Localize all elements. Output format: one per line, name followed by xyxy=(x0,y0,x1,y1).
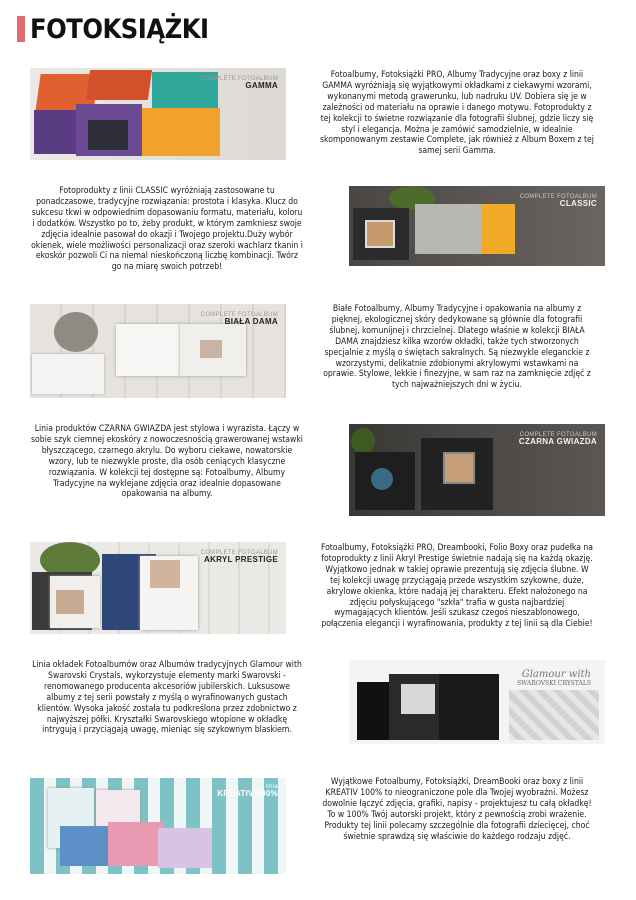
akryl-prestige-caption-small: COMPLETE FOTOALBUM xyxy=(200,550,278,556)
akryl-prestige-caption-title: AKRYL PRESTIGE xyxy=(204,555,278,565)
akryl-prestige-description: Fotoalbumy, Fotoksiążki PRO, Dreambooki, Folio Boxy oraz pudełka na fotoprodukty z linii Akryl Prestige świetnie nadają się na każdą okazję. Wyjątkowo jednak w takiej oprawie prezentują się zdjęcia ślubne. W tej kolekcji uwagę przyciągają przede wszystkim szykowne, duże, akrylowe okienka, które nadają jej charakteru. Efekt nałożonego na zdjęciu połyskującego "szkła" trafia w gusta najbardziej wymagających klientów. Jeśli szukasz czegoś nieszablonowego, połączenia elegancji i wyrafinowania, produkty z tej linii są dla Ciebie! xyxy=(320,543,594,630)
kreativ-caption-small: linia xyxy=(265,784,278,790)
gamma-product-image xyxy=(30,68,286,160)
swarovski-caption-script: Glamour with xyxy=(521,669,591,680)
classic-caption-small: COMPLETE FOTOALBUM xyxy=(519,194,597,200)
kreativ-description: Wyjątkowe Fotoalbumy, Fotoksiążki, DreamBooki oraz boxy z linii KREATIV 100% to nieograniczone pole dla Twojej wyobraźni. Możesz dowolnie łączyć zdjęcia, grafiki, napisy - projektujesz tu całą okładkę! To w 100% Twój autorski projekt, który z pewnością zrobi wrażenie. Produkty tej linii polecamy szczególnie dla fotografii dziecięcej, choć świetnie sprawdzą się właściwie do każdego rodzaju zdjęć. xyxy=(322,777,592,842)
classic-description: Fotoprodukty z linii CLASSIC wyróżniają zastosowane tu ponadczasowe, tradycyjne rozwiązania: prostota i klasyka. Klucz do sukcesu tkwi w odpowiednim dopasowaniu formatu, materiału, koloru i dodatków. Wszystko po to, żeby produkt, w którym zamkniesz swoje zdjęcia idealnie pasował do okazji i Twojego projektu.Duży wybór okienek, wiele możliwości personalizacji oraz szeroki wachlarz tkanin i ekoskór pozwoli Ci na niemal nieskończoną liczbę kombinacji. Twórz go na miarę swoich potrzeb! xyxy=(31,186,303,273)
czarna-gwiazda-caption-small: COMPLETE FOTOALBUM xyxy=(519,432,597,438)
gamma-caption-small: COMPLETE FOTOALBUM xyxy=(200,76,278,82)
title-accent-bar xyxy=(17,16,25,42)
czarna-gwiazda-product-image xyxy=(349,424,605,516)
kreativ-product-image xyxy=(30,778,286,874)
biala-dama-product-image xyxy=(30,304,286,398)
swarovski-caption-title: SWAROVSKI CRYSTALS xyxy=(517,679,591,687)
page-title: FOTOKSIĄŻKI xyxy=(30,13,209,45)
classic-caption-title: CLASSIC xyxy=(559,199,597,209)
swarovski-description: Linia okładek Fotoalbumów oraz Albumów tradycyjnych Glamour with Swarovski Crystals, wykorzystuje elementy marki Swarovski - renomowanego producenta akcesoriów jubilerskich. Luksusowe albumy z tej serii powstały z myślą o wyrafinowanych gustach klientów. Wysoka jakość została tu podkreślona przez zdobnictwo z najwyższej półki. Kryształki Swarovskiego wtopione w okładkę intrygują i przyciągają uwagę, mieniąc się szykownym blaskiem. xyxy=(32,660,302,736)
kreativ-caption-title: KREATIV 100% xyxy=(217,789,278,799)
gamma-caption-title: GAMMA xyxy=(245,81,278,91)
akryl-prestige-product-image xyxy=(30,542,286,634)
czarna-gwiazda-description: Linia produktów CZARNA GWIAZDA jest stylowa i wyrazista. Łączy w sobie szyk ciemnej ekoskóry z nowoczesnością grawerowanej wstawki błyszczącego, czarnego akrylu. Do wyboru ciekawe, nowatorskie wzory, lub te niezwykle proste, dla osób ceniących klasyczne rozwiązania. W kolekcji tej dostępne są: Fotoalbumy, Albumy Tradycyjne na wyklejane zdjęcia oraz idealnie dopasowane opakowania na albumy. xyxy=(31,424,303,500)
gamma-description: Fotoalbumy, Fotoksiążki PRO, Albumy Tradycyjne oraz boxy z linii GAMMA wyróżniają się wyjątkowymi okładkami z ciekawymi wzorami, wykonanymi metodą grawerunku, lub nadruku UV. Dobiera się je w zależności od materiału na oprawie i danego motywu. Fotoprodukty z tej kolekcji to świetne rozwiązanie dla fotografii ślubnej, gdzie liczy się styl i elegancja. Można je zamówić samodzielnie, w idealnie skomponowanym zestawie Complete, jak również z Album Boxem z tej samej serii Gamma. xyxy=(320,70,594,157)
biala-dama-caption-title: BIAŁA DAMA xyxy=(224,317,278,327)
biala-dama-description: Białe Fotoalbumy, Albumy Tradycyjne i opakowania na albumy z pięknej, ekologicznej skóry dedykowane są głównie dla fotografii ślubnej, komunijnej i chrzcielnej. Dlatego właśnie w kolekcji BIAŁA DAMA znajdziesz kilka wzorów okładki, także tych stworzonych specjalnie z myślą o świętach sakralnych. Są niezwykle eleganckie z wzorzystymi, delikatnie zdobionymi akrylowymi wstawkami na oprawie. Stylowe, lekkie i finezyjne, w sam raz na zamknięcie zdjęć z tych najważniejszych dni w życiu. xyxy=(323,304,591,391)
biala-dama-caption-small: COMPLETE FOTOALBUM xyxy=(200,312,278,318)
czarna-gwiazda-caption-title: CZARNA GWIAZDA xyxy=(518,437,597,447)
page-title-bar xyxy=(17,12,209,46)
swarovski-product-image xyxy=(349,660,605,744)
classic-product-image xyxy=(349,186,605,266)
